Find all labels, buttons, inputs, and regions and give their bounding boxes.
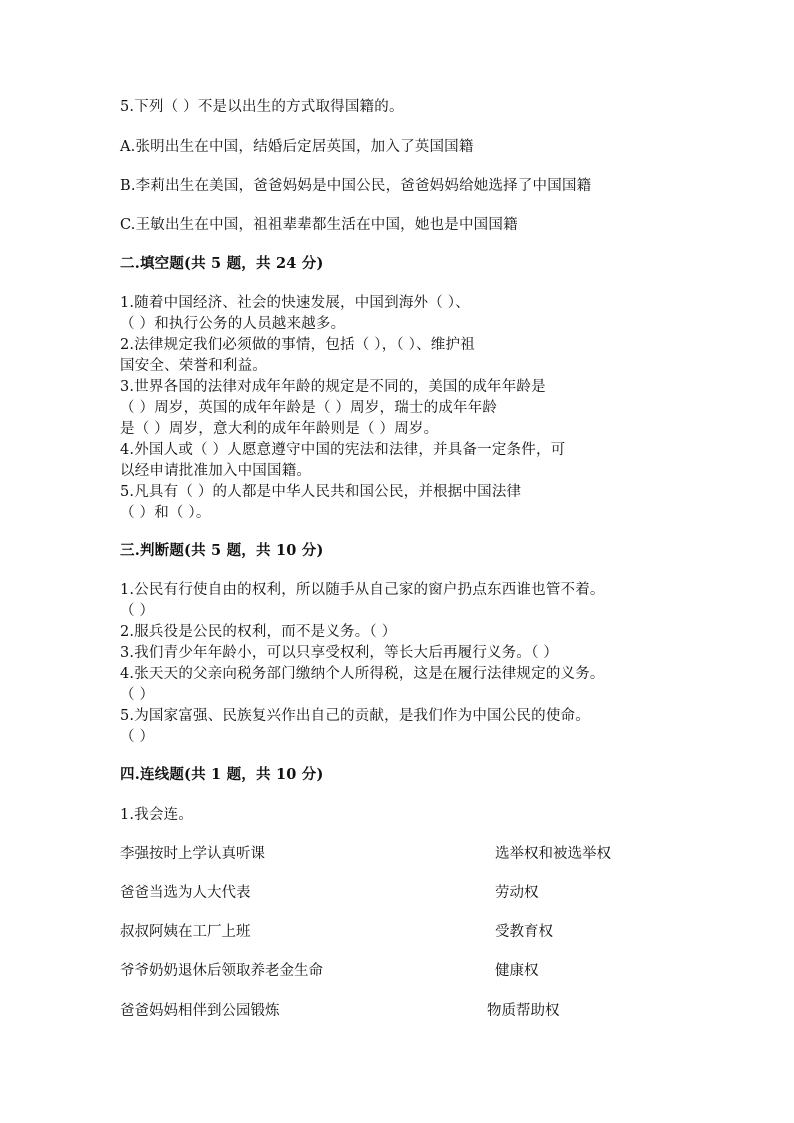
match-left-item: 爸爸妈妈相伴到公园锻炼 xyxy=(120,1003,280,1019)
section3-line: 4.张天天的父亲向税务部门缴纳个人所得税，这是在履行法律规定的义务。 xyxy=(120,666,605,682)
section2-line: （ ）周岁，英国的成年年龄是（ ）周岁，瑞士的成年年龄 xyxy=(120,400,498,416)
match-left-item: 爷爷奶奶退休后领取养老金生命 xyxy=(120,963,323,979)
section2-line: 国安全、荣誉和利益。 xyxy=(120,358,267,374)
section4-intro: 1.我会连。 xyxy=(120,807,194,823)
section3-line: （ ） xyxy=(120,729,155,745)
match-left-item: 叔叔阿姨在工厂上班 xyxy=(120,924,251,940)
section3-line: 5.为国家富强、民族复兴作出自己的贡献，是我们作为中国公民的使命。 xyxy=(120,708,590,724)
section3-heading: 三.判断题(共 5 题，共 10 分) xyxy=(120,542,324,559)
section3-line: 3.我们青少年年龄小，可以只享受权利，等长大后再履行义务。（ ） xyxy=(120,645,559,661)
match-right-item: 健康权 xyxy=(495,963,539,979)
q5-option-a: A.张明出生在中国，结婚后定居英国，加入了英国国籍 xyxy=(120,139,474,155)
match-left-item: 爸爸当选为人大代表 xyxy=(120,885,251,901)
match-right-item: 选举权和被选举权 xyxy=(495,846,611,862)
match-right-item: 劳动权 xyxy=(495,885,539,901)
match-right-item: 受教育权 xyxy=(495,924,553,940)
section2-line: 5.凡具有（ ）的人都是中华人民共和国公民，并根据中国法律 xyxy=(120,484,522,500)
section2-line: 1.随着中国经济、社会的快速发展，中国到海外（ ）、 xyxy=(120,295,470,311)
section3-line: 2.服兵役是公民的权利，而不是义务。（ ） xyxy=(120,624,397,640)
section3-line: （ ） xyxy=(120,687,155,703)
section2-line: 4.外国人或（ ）人愿意遵守中国的宪法和法律，并具备一定条件，可 xyxy=(120,442,566,458)
match-right-item: 物质帮助权 xyxy=(487,1003,560,1019)
section3-line: 1.公民有行使自由的权利，所以随手从自己家的窗户扔点东西谁也管不着。 xyxy=(120,582,605,598)
q5-option-b: B.李莉出生在美国，爸爸妈妈是中国公民，爸爸妈妈给她选择了中国国籍 xyxy=(120,178,592,194)
section2-line: 是（ ）周岁，意大利的成年年龄则是（ ）周岁。 xyxy=(120,421,439,437)
section2-heading: 二.填空题(共 5 题，共 24 分) xyxy=(120,255,324,272)
section3-line: （ ） xyxy=(120,603,155,619)
section2-line: 3.世界各国的法律对成年年龄的规定是不同的，美国的成年年龄是 xyxy=(120,379,546,395)
section2-line: （ ）和（ ）。 xyxy=(120,505,211,521)
section2-line: 2.法律规定我们必须做的事情，包括（ ），（ ）、维护祖 xyxy=(120,337,475,353)
q5-stem: 5.下列（ ）不是以出生的方式取得国籍的。 xyxy=(120,99,404,115)
match-left-item: 李强按时上学认真听课 xyxy=(120,846,265,862)
section2-line: 以经申请批准加入中国国籍。 xyxy=(120,463,312,479)
q5-option-c: C.王敏出生在中国，祖祖辈辈都生活在中国，她也是中国国籍 xyxy=(120,217,518,233)
section4-heading: 四.连线题(共 1 题，共 10 分) xyxy=(120,766,324,783)
section2-line: （ ）和执行公务的人员越来越多。 xyxy=(120,316,346,332)
